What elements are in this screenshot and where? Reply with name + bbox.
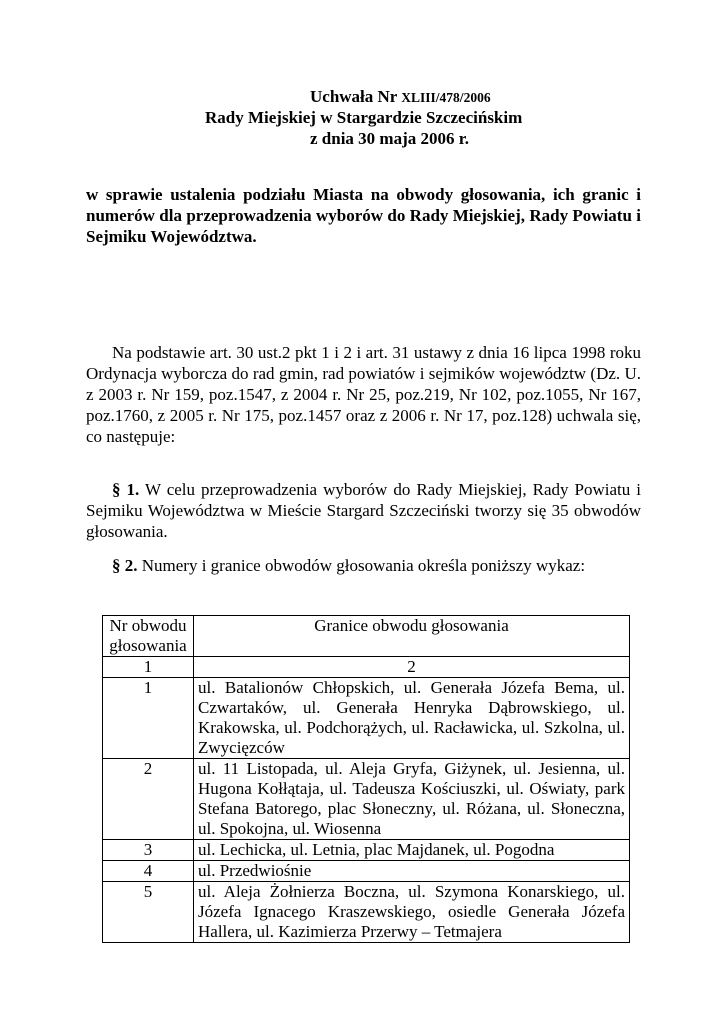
- legal-basis-paragraph: Na podstawie art. 30 ust.2 pkt 1 i 2 i art. 31 ustawy z dnia 16 lipca 1998 roku Ordynacja wyborcza do rad gmin, rad powiatów i sejmików województw (Dz. U. z 2003 r. Nr 159, poz.1547, z 2004 r. Nr 25, poz.219, Nr 102, poz.1055, Nr 167, poz.1760, z 2005 r. Nr 175, poz.1457 oraz z 2006 r. Nr 17, poz.128) uchwala się, co następuje:: [86, 343, 641, 446]
- section-2-text: Numery i granice obwodów głosowania określa poniższy wykaz:: [141, 556, 586, 575]
- section-1-label: § 1.: [112, 480, 140, 499]
- table-row: [103, 759, 630, 840]
- district-number: 4: [103, 861, 194, 882]
- title-prefix: Uchwała Nr: [310, 87, 398, 106]
- resolution-number: XLIII/478/2006: [401, 90, 491, 105]
- table-row: [103, 840, 630, 861]
- column-number-2: 2: [194, 657, 630, 678]
- header-district-borders: Granice obwodu głosowania: [194, 616, 630, 657]
- district-borders: ul. Aleja Żołnierza Boczna, ul. Szymona Konarskiego, ul. Józefa Ignacego Kraszewskiego, osiedle Generała Józefa Hallera, ul. Kazimierza Przerwy – Tetmajera: [194, 882, 630, 943]
- table-column-number-row: [103, 657, 630, 678]
- table-header-row: [103, 616, 630, 657]
- title-line-3: z dnia 30 maja 2006 r.: [310, 129, 469, 148]
- district-borders: ul. 11 Listopada, ul. Aleja Gryfa, Giżynek, ul. Jesienna, ul. Hugona Kołłątaja, ul. Tadeusza Kościuszki, ul. Oświaty, park Stefana Batorego, plac Słoneczny, ul. Różana, ul. Słoneczna, ul. Spokojna, ul. Wiosenna: [194, 759, 630, 840]
- district-borders: ul. Lechicka, ul. Letnia, plac Majdanek, ul. Pogodna: [194, 840, 630, 861]
- district-borders: ul. Przedwiośnie: [194, 861, 630, 882]
- district-number: 1: [103, 678, 194, 759]
- title-line-1: [310, 86, 491, 108]
- column-number-1: 1: [103, 657, 194, 678]
- table-row: [103, 882, 630, 943]
- district-number: 2: [103, 759, 194, 840]
- district-number: 3: [103, 840, 194, 861]
- table-row: [103, 861, 630, 882]
- district-borders: ul. Batalionów Chłopskich, ul. Generała Józefa Bema, ul. Czwartaków, ul. Generała Henryka Dąbrowskiego, ul. Krakowska, ul. Podchorążych, ul. Racławicka, ul. Szkolna, ul. Zwycięzców: [194, 678, 630, 759]
- header-district-number: Nr obwodu głosowania: [103, 616, 194, 657]
- table-row: [103, 678, 630, 759]
- resolution-subject: w sprawie ustalenia podziału Miasta na obwody głosowania, ich granic i numerów dla przeprowadzenia wyborów do Rady Miejskiej, Rady Powiatu i Sejmiku Województwa.: [86, 185, 641, 246]
- districts-table: [102, 615, 630, 943]
- title-line-2: Rady Miejskiej w Stargardzie Szczecińskim: [205, 108, 523, 127]
- section-2: [86, 555, 641, 576]
- section-2-label: § 2.: [112, 556, 138, 575]
- section-1-text: W celu przeprowadzenia wyborów do Rady Miejskiej, Rady Powiatu i Sejmiku Województwa w Mieście Stargard Szczeciński tworzy się 35 obwodów głosowania.: [86, 480, 641, 541]
- section-1: [86, 479, 641, 542]
- district-number: 5: [103, 882, 194, 943]
